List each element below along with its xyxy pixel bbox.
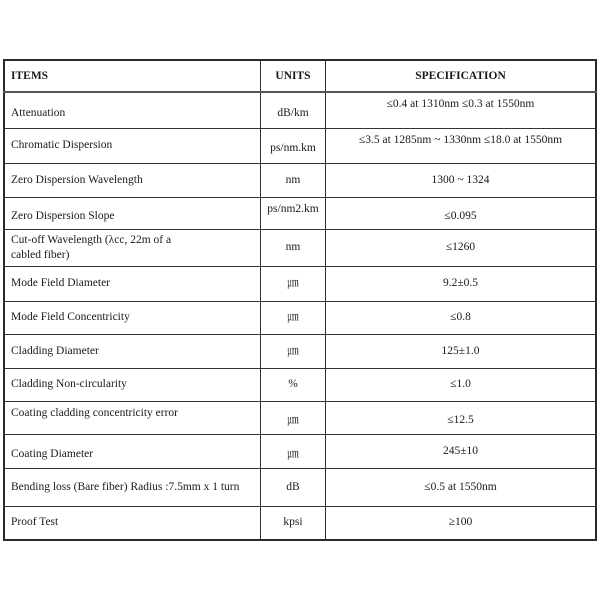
spec-cell: ≤0.8 <box>326 301 597 334</box>
unit-cell: ps/nm2.km <box>261 197 326 229</box>
spec-cell: 1300 ~ 1324 <box>326 163 597 197</box>
spec-cell: ≤12.5 <box>326 401 597 434</box>
table-row <box>4 401 596 434</box>
table-row <box>4 92 596 128</box>
item-cell: Bending loss (Bare fiber) Radius :7.5mm x 1 turn <box>4 468 261 506</box>
unit-cell: dB <box>261 468 326 506</box>
spec-cell: 125±1.0 <box>326 334 597 368</box>
spec-cell: ≤3.5 at 1285nm ~ 1330nm ≤18.0 at 1550nm <box>326 128 597 163</box>
item-cell: Coating Diameter <box>4 434 261 468</box>
spec-cell: 9.2±0.5 <box>326 266 597 301</box>
table-row <box>4 163 596 197</box>
header-items: ITEMS <box>4 60 261 92</box>
unit-cell: ㎛ <box>261 266 326 301</box>
unit-cell: nm <box>261 229 326 266</box>
item-cell: Chromatic Dispersion <box>4 128 261 163</box>
item-cell: Attenuation <box>4 92 261 128</box>
spec-cell: 245±10 <box>326 434 597 468</box>
table-row <box>4 368 596 401</box>
unit-cell: ㎛ <box>261 401 326 434</box>
unit-cell: nm <box>261 163 326 197</box>
spec-cell: ≤1260 <box>326 229 597 266</box>
header-row <box>4 60 596 92</box>
table-row <box>4 266 596 301</box>
item-cell: Cut-off Wavelength (λcc, 22m of a cabled fiber) <box>4 229 261 266</box>
unit-cell: % <box>261 368 326 401</box>
table-row <box>4 434 596 468</box>
unit-cell: dB/km <box>261 92 326 128</box>
table-row <box>4 334 596 368</box>
item-cell: Mode Field Concentricity <box>4 301 261 334</box>
table-row <box>4 197 596 229</box>
table-row <box>4 128 596 163</box>
unit-cell: ㎛ <box>261 301 326 334</box>
spec-cell: ≤0.095 <box>326 197 597 229</box>
item-cell: Mode Field Diameter <box>4 266 261 301</box>
item-cell: Cladding Non-circularity <box>4 368 261 401</box>
table-row <box>4 506 596 540</box>
unit-cell: ㎛ <box>261 434 326 468</box>
item-cell: Proof Test <box>4 506 261 540</box>
spec-cell: ≤0.5 at 1550nm <box>326 468 597 506</box>
spec-cell: ≤0.4 at 1310nm ≤0.3 at 1550nm <box>326 92 597 128</box>
item-cell: Cladding Diameter <box>4 334 261 368</box>
item-cell: Zero Dispersion Slope <box>4 197 261 229</box>
item-cell: Zero Dispersion Wavelength <box>4 163 261 197</box>
item-cell: Coating cladding concentricity error <box>4 401 261 434</box>
spec-cell: ≤1.0 <box>326 368 597 401</box>
unit-cell: ps/nm.km <box>261 128 326 163</box>
table-row <box>4 468 596 506</box>
table-row <box>4 301 596 334</box>
unit-cell: kpsi <box>261 506 326 540</box>
spec-cell: ≥100 <box>326 506 597 540</box>
unit-cell: ㎛ <box>261 334 326 368</box>
header-specification: SPECIFICATION <box>326 60 597 92</box>
table-row <box>4 229 596 266</box>
fiber-spec-table <box>3 59 597 541</box>
header-units: UNITS <box>261 60 326 92</box>
